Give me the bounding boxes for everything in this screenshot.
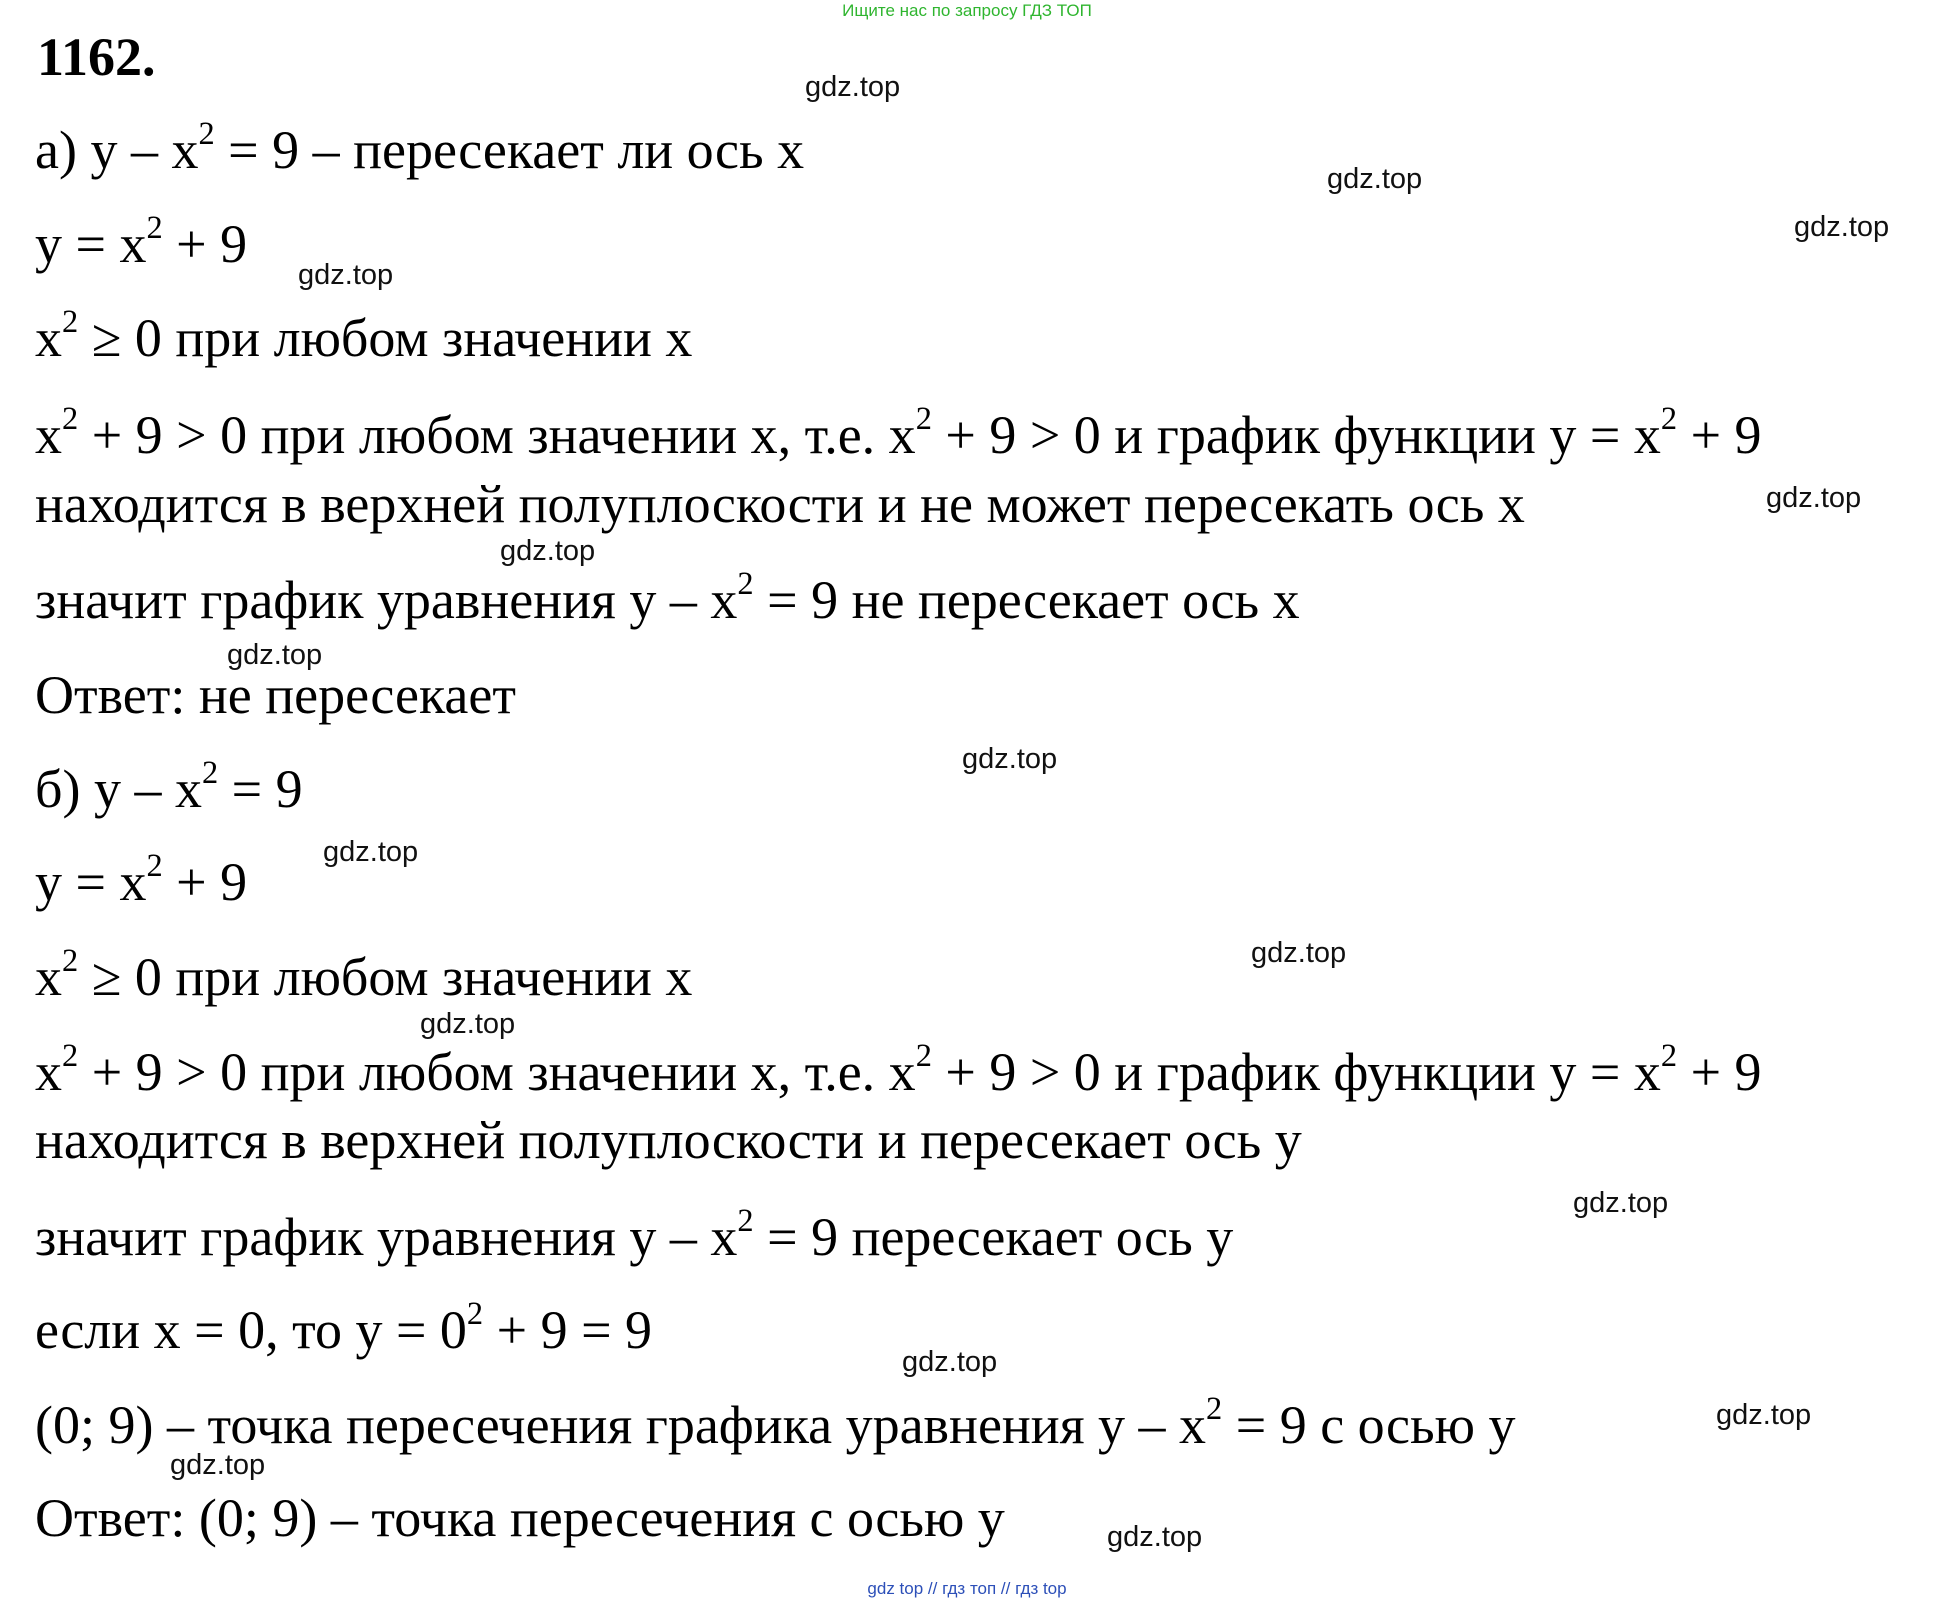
answer-line: Ответ: не пересекает: [35, 665, 516, 725]
solution-line: $x^2 + 9 > 0$ при любом значении x, т.е. $x^2 + 9 > 0$ и график функции $y = x^2 + 9$: [35, 1038, 1762, 1102]
watermark: gdz.top: [298, 259, 394, 291]
watermark: gdz.top: [420, 1008, 516, 1040]
watermark: gdz.top: [805, 71, 901, 103]
solution-line: а) $y - x^2 = 9$ – пересекает ли ось x: [35, 116, 805, 180]
problem-number: 1162.: [37, 27, 156, 87]
watermark: gdz.top: [1794, 211, 1890, 243]
solution-line: находится в верхней полуплоскости и пересекает ось y: [35, 1110, 1302, 1170]
solution-line: если x = 0, то $y = 0^2 + 9 = 9$: [35, 1296, 653, 1360]
watermark: gdz.top: [227, 639, 323, 671]
watermark: gdz.top: [170, 1449, 266, 1481]
solution-line: $x^2 + 9 > 0$ при любом значении x, т.е. $x^2 + 9 > 0$ и график функции $y = x^2 + 9$: [35, 401, 1762, 465]
solution-line: (0; 9) – точка пересечения графика уравнения $y - x^2 = 9$ с осью y: [35, 1391, 1516, 1455]
watermark: gdz.top: [1327, 163, 1423, 195]
watermark: gdz.top: [1766, 482, 1862, 514]
solution-line: $x^2 \ge 0$ при любом значении x: [35, 304, 693, 368]
watermark: gdz.top: [902, 1346, 998, 1378]
answer-line: Ответ: (0; 9) – точка пересечения с осью y: [35, 1488, 1005, 1548]
watermark: gdz.top: [962, 743, 1058, 775]
watermark: gdz.top: [500, 535, 596, 567]
watermark: gdz.top: [1251, 937, 1347, 969]
solution-line: находится в верхней полуплоскости и не может пересекать ось x: [35, 474, 1525, 534]
watermark: gdz.top: [323, 836, 419, 868]
solution-line: значит график уравнения $y - x^2 = 9$ не пересекает ось x: [35, 566, 1300, 630]
watermark: gdz.top: [1573, 1187, 1669, 1219]
solution-line: значит график уравнения $y - x^2 = 9$ пересекает ось y: [35, 1203, 1234, 1267]
solution-line: $y = x^2 + 9$: [35, 210, 248, 274]
solution-line: б) $y - x^2 = 9$: [35, 755, 303, 819]
solution-line: $y = x^2 + 9$: [35, 848, 248, 912]
top-banner: Ищите нас по запросу ГДЗ ТОП: [842, 1, 1092, 20]
footer-watermark: gdz top // гдз топ // гдз top: [867, 1579, 1067, 1598]
watermark: gdz.top: [1716, 1399, 1812, 1431]
solution-line: $x^2 \ge 0$ при любом значении x: [35, 943, 693, 1007]
watermark: gdz.top: [1107, 1521, 1203, 1553]
